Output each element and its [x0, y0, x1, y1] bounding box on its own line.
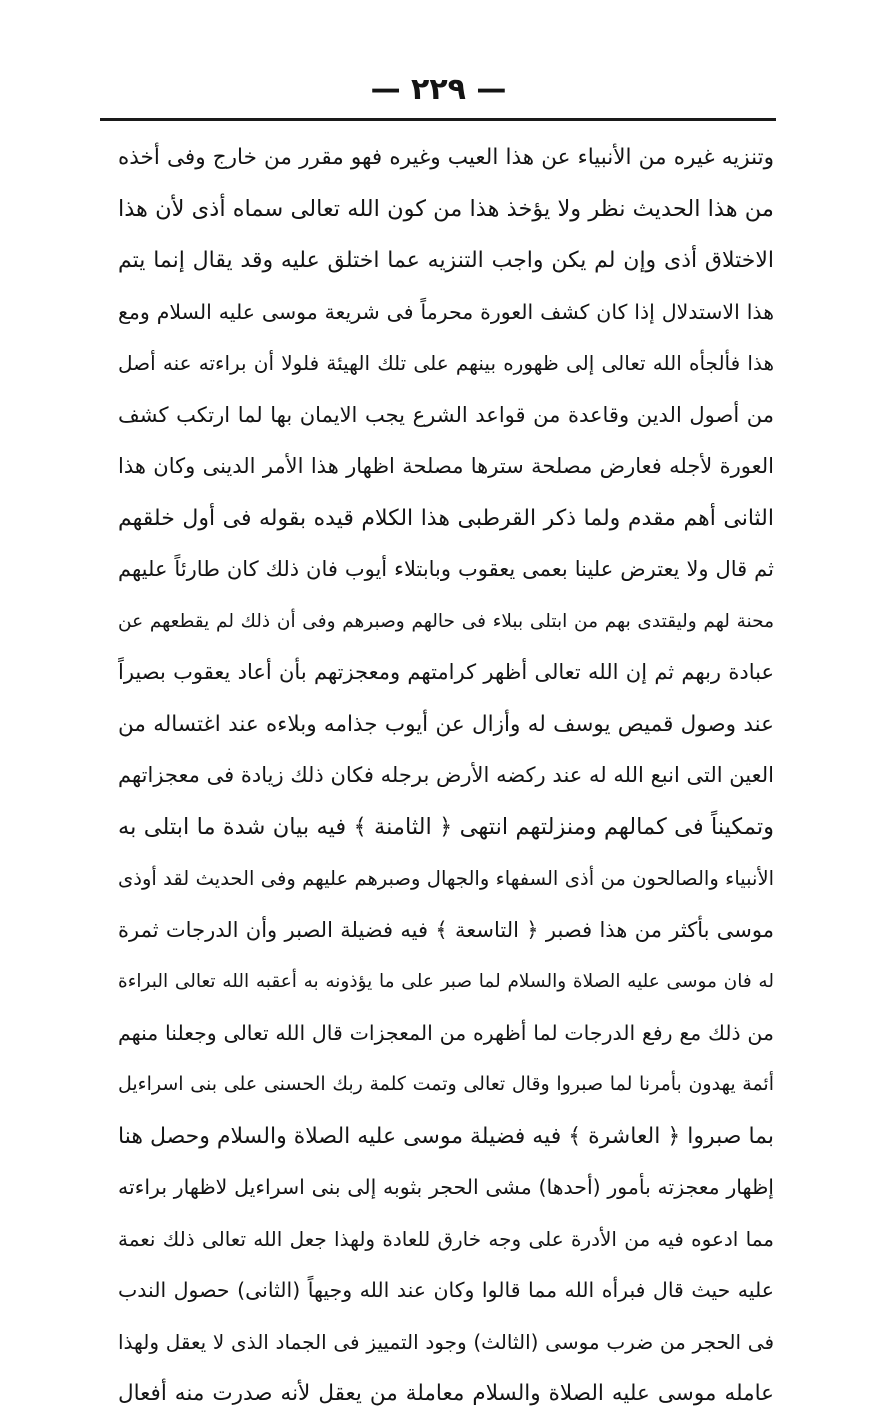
text-line: عامله موسى عليه الصلاة والسلام معاملة من يعقل لأنه صدرت منه أفعال	[118, 1381, 774, 1406]
header-rule	[100, 118, 776, 121]
text-line: من هذا الحديث نظر ولا يؤخذ هذا من كون الله تعالى سماه أذى لأن هذا	[118, 195, 774, 222]
text-line: عند وصول قميص يوسف له وأزال عن أيوب جذامه وبلاءه عند اغتساله من	[118, 711, 774, 737]
text-line: من ذلك مع رفع الدرجات لما أظهره من المعجزات قال الله تعالى وجعلنا منهم	[118, 1020, 774, 1045]
text-line: مما ادعوه فيه من الأدرة على وجه خارق للعادة ولهذا جعل الله تعالى ذلك نعمة	[118, 1226, 774, 1251]
text-line: العين التى انبع الله له عند ركضه الأرض برجله فكان ذلك زيادة فى معجزاتهم	[118, 763, 774, 787]
text-line: عليه حيث قال فبرأه الله مما قالوا وكان عند الله وجيهاً (الثانى) حصول الندب	[118, 1278, 774, 1302]
text-line: فى الحجر من ضرب موسى (الثالث) وجود التمييز فى الجماد الذى لا يعقل ولهذا	[118, 1329, 774, 1354]
text-line: ثم قال ولا يعترض علينا بعمى يعقوب وبابتلاء أيوب فان ذلك كان طارئاً عليهم	[118, 557, 774, 581]
text-line: من أصول الدين وقاعدة من قواعد الشرع يجب الايمان بها لما ارتكب كشف	[118, 402, 774, 427]
body-text	[118, 132, 774, 1420]
text-line: وتمكيناً فى كمالهم ومنزلتهم انتهى ﴿ الثامنة ﴾ فيه بيان شدة ما ابتلى به	[118, 813, 774, 840]
text-line: موسى بأكثر من هذا فصبر ﴿ التاسعة ﴾ فيه فضيلة الصبر وأن الدرجات ثمرة	[118, 917, 774, 942]
text-line: بما صبروا ﴿ العاشرة ﴾ فيه فضيلة موسى عليه الصلاة والسلام وحصل هنا	[118, 1123, 774, 1149]
text-line: هذا فألجأه الله تعالى إلى ظهوره بينهم على تلك الهيئة فلولا أن براءته عنه أصل	[118, 351, 774, 375]
text-line: محنة لهم وليقتدى بهم من ابتلى ببلاء فى حالهم وصبرهم وفى أن ذلك لم يقطعهم عن	[118, 610, 774, 632]
text-line: الثانى أهم مقدم ولما ذكر القرطبى هذا الكلام قيده بقوله فى أول خلقهم	[118, 505, 774, 531]
text-line: له فان موسى عليه الصلاة والسلام لما صبر على ما يؤذونه به أعقبه الله تعالى البراءة	[118, 971, 774, 992]
text-line: وتنزيه غيره من الأنبياء عن هذا العيب وغيره فهو مقرر من خارج وفى أخذه	[118, 145, 774, 170]
page-number: — ٢٢٩ —	[370, 72, 507, 107]
text-line: هذا الاستدلال إذا كان كشف العورة محرماً فى شريعة موسى عليه السلام ومع	[118, 299, 774, 324]
text-line: أئمة يهدون بأمرنا لما صبروا وقال تعالى وتمت كلمة ربك الحسنى على بنى اسراءيل	[118, 1073, 774, 1095]
text-line: إظهار معجزته بأمور (أحدها) مشى الحجر بثوبه إلى بنى اسراءيل لاظهار براءته	[118, 1175, 774, 1199]
text-line: الأنبياء والصالحون من أذى السفهاء والجهال وصبرهم عليهم وفى الحديث لقد أوذى	[118, 867, 774, 890]
text-line: العورة لأجله فعارض مصلحة سترها مصلحة اظهار هذا الأمر الدينى وكان هذا	[118, 454, 774, 478]
text-line: عبادة ربهم ثم إن الله تعالى أظهر كرامتهم ومعجزتهم بأن أعاد يعقوب بصيراً	[118, 660, 774, 684]
text-line: الاختلاق أذى وإن لم يكن واجب التنزيه عما اختلق عليه وقد يقال إنما يتم	[118, 248, 774, 273]
